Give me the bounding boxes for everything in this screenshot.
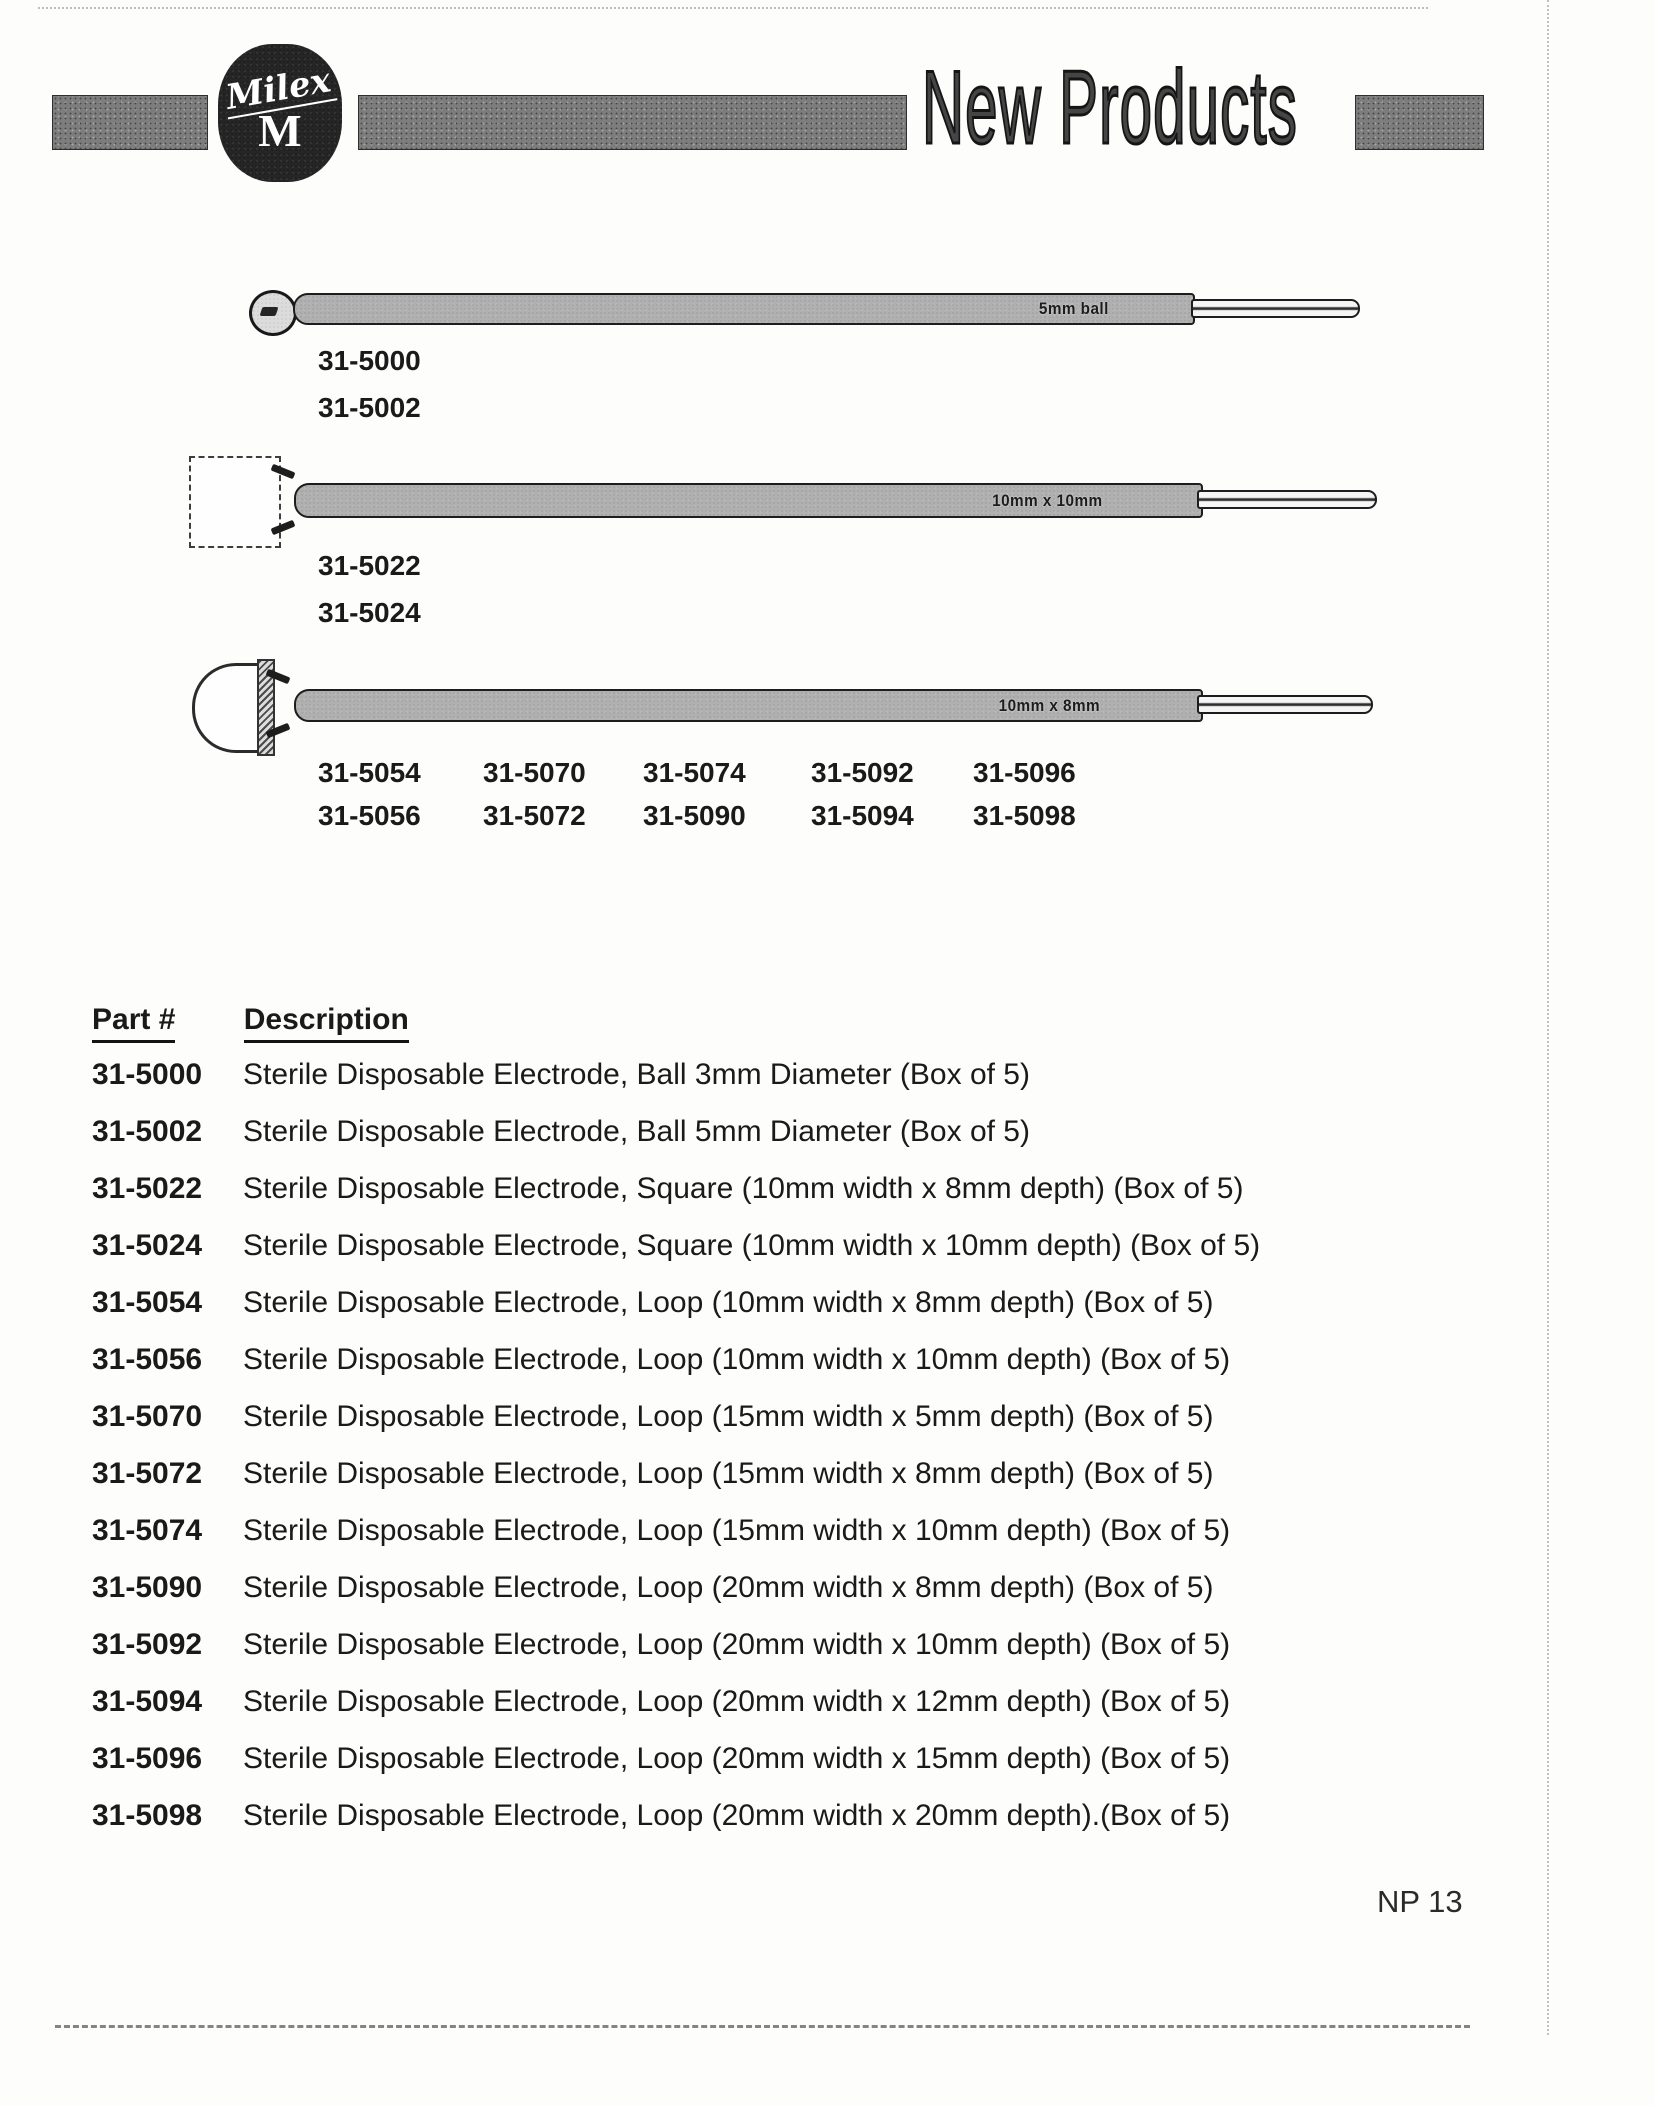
table-cell-description: Sterile Disposable Electrode, Square (10mm width x 10mm depth) (Box of 5) — [243, 1229, 1261, 1262]
parts-table-header — [92, 1003, 409, 1043]
ball-electrode-shaft — [293, 293, 1195, 325]
table-cell-part-number: 31-5094 — [92, 1685, 203, 1718]
square-electrode-stem — [1197, 490, 1377, 509]
part-number-label: 31-5090 — [643, 800, 746, 831]
square-electrode-shaft — [294, 483, 1203, 518]
table-cell-description: Sterile Disposable Electrode, Ball 3mm Diameter (Box of 5) — [243, 1058, 1030, 1091]
square-electrode-shaft-label: 10mm x 10mm — [992, 490, 1103, 510]
ball-electrode-stem — [1191, 299, 1360, 318]
table-cell-description: Sterile Disposable Electrode, Loop (20mm width x 12mm depth) (Box of 5) — [243, 1685, 1231, 1718]
header-bar-middle — [358, 95, 907, 150]
scan-artifact-bottom-line — [55, 2025, 1470, 2028]
table-row — [92, 1115, 1260, 1172]
milex-logo — [218, 44, 342, 182]
part-number-label: 31-5098 — [973, 800, 1076, 831]
loop-electrode-shaft-label: 10mm x 8mm — [998, 695, 1101, 715]
part-number-label: 31-5054 — [318, 757, 421, 788]
square-electrode-tip — [189, 456, 281, 548]
ball-electrode-part-numbers — [318, 337, 421, 431]
table-row — [92, 1514, 1260, 1571]
parts-table-header-part: Part # — [92, 1003, 175, 1043]
table-cell-part-number: 31-5090 — [92, 1571, 203, 1604]
milex-logo-script: Milex — [222, 63, 338, 120]
table-cell-description: Sterile Disposable Electrode, Ball 5mm Diameter (Box of 5) — [243, 1115, 1030, 1148]
loop-electrode-part-numbers-row1 — [318, 757, 1218, 797]
table-cell-part-number: 31-5074 — [92, 1514, 203, 1547]
part-number-label: 31-5022 — [318, 550, 421, 581]
parts-table-header-description: Description — [244, 1003, 409, 1043]
part-number-label: 31-5092 — [811, 757, 914, 788]
table-cell-part-number: 31-5070 — [92, 1400, 203, 1433]
page-number: NP 13 — [1377, 1884, 1463, 1919]
table-cell-part-number: 31-5092 — [92, 1628, 203, 1661]
table-cell-description: Sterile Disposable Electrode, Loop (20mm width x 15mm depth) (Box of 5) — [243, 1742, 1231, 1775]
table-cell-description: Sterile Disposable Electrode, Loop (20mm width x 20mm depth).(Box of 5) — [243, 1799, 1231, 1832]
table-row — [92, 1799, 1260, 1856]
table-cell-part-number: 31-5096 — [92, 1742, 203, 1775]
table-cell-description: Sterile Disposable Electrode, Loop (15mm width x 5mm depth) (Box of 5) — [243, 1400, 1214, 1433]
table-row — [92, 1343, 1260, 1400]
table-row — [92, 1742, 1260, 1799]
part-number-label: 31-5056 — [318, 800, 421, 831]
part-number-label: 31-5072 — [483, 800, 586, 831]
table-cell-description: Sterile Disposable Electrode, Loop (10mm width x 10mm depth) (Box of 5) — [243, 1343, 1231, 1376]
part-number-label: 31-5074 — [643, 757, 746, 788]
header-bar-right — [1355, 95, 1484, 150]
table-cell-part-number: 31-5054 — [92, 1286, 203, 1319]
square-electrode-part-numbers — [318, 542, 421, 636]
ball-electrode-shaft-label: 5mm ball — [1039, 299, 1110, 318]
table-cell-description: Sterile Disposable Electrode, Loop (20mm width x 8mm depth) (Box of 5) — [243, 1571, 1214, 1604]
table-cell-part-number: 31-5002 — [92, 1115, 203, 1148]
part-number-label: 31-5002 — [318, 392, 421, 423]
table-cell-part-number: 31-5024 — [92, 1229, 203, 1262]
table-row — [92, 1172, 1260, 1229]
milex-logo-letter: M — [258, 105, 302, 156]
table-cell-description: Sterile Disposable Electrode, Loop (20mm width x 10mm depth) (Box of 5) — [243, 1628, 1231, 1661]
page-title: New Products — [922, 50, 1298, 166]
table-row — [92, 1571, 1260, 1628]
table-cell-description: Sterile Disposable Electrode, Loop (10mm width x 8mm depth) (Box of 5) — [243, 1286, 1214, 1319]
part-number-label: 31-5096 — [973, 757, 1076, 788]
table-cell-part-number: 31-5022 — [92, 1172, 203, 1205]
table-cell-description: Sterile Disposable Electrode, Loop (15mm width x 10mm depth) (Box of 5) — [243, 1514, 1231, 1547]
table-cell-part-number: 31-5056 — [92, 1343, 203, 1376]
table-row — [92, 1457, 1260, 1514]
header-bar-left — [52, 95, 208, 150]
part-number-label: 31-5094 — [811, 800, 914, 831]
scan-artifact-right-line — [1547, 0, 1549, 2035]
parts-table-body — [92, 1058, 1260, 1856]
loop-electrode-stem — [1197, 695, 1373, 714]
ball-electrode-tip — [249, 290, 297, 336]
table-row — [92, 1685, 1260, 1742]
loop-electrode-part-numbers-row2 — [318, 800, 1218, 840]
table-row — [92, 1229, 1260, 1286]
loop-electrode-shaft — [294, 689, 1203, 722]
part-number-label: 31-5000 — [318, 345, 421, 376]
scan-artifact-top-line — [38, 7, 1428, 9]
table-row — [92, 1058, 1260, 1115]
part-number-label: 31-5070 — [483, 757, 586, 788]
table-cell-part-number: 31-5000 — [92, 1058, 203, 1091]
table-cell-part-number: 31-5098 — [92, 1799, 203, 1832]
table-row — [92, 1628, 1260, 1685]
table-row — [92, 1400, 1260, 1457]
table-cell-description: Sterile Disposable Electrode, Square (10mm width x 8mm depth) (Box of 5) — [243, 1172, 1244, 1205]
table-cell-description: Sterile Disposable Electrode, Loop (15mm width x 8mm depth) (Box of 5) — [243, 1457, 1214, 1490]
table-row — [92, 1286, 1260, 1343]
table-cell-part-number: 31-5072 — [92, 1457, 203, 1490]
part-number-label: 31-5024 — [318, 597, 421, 628]
